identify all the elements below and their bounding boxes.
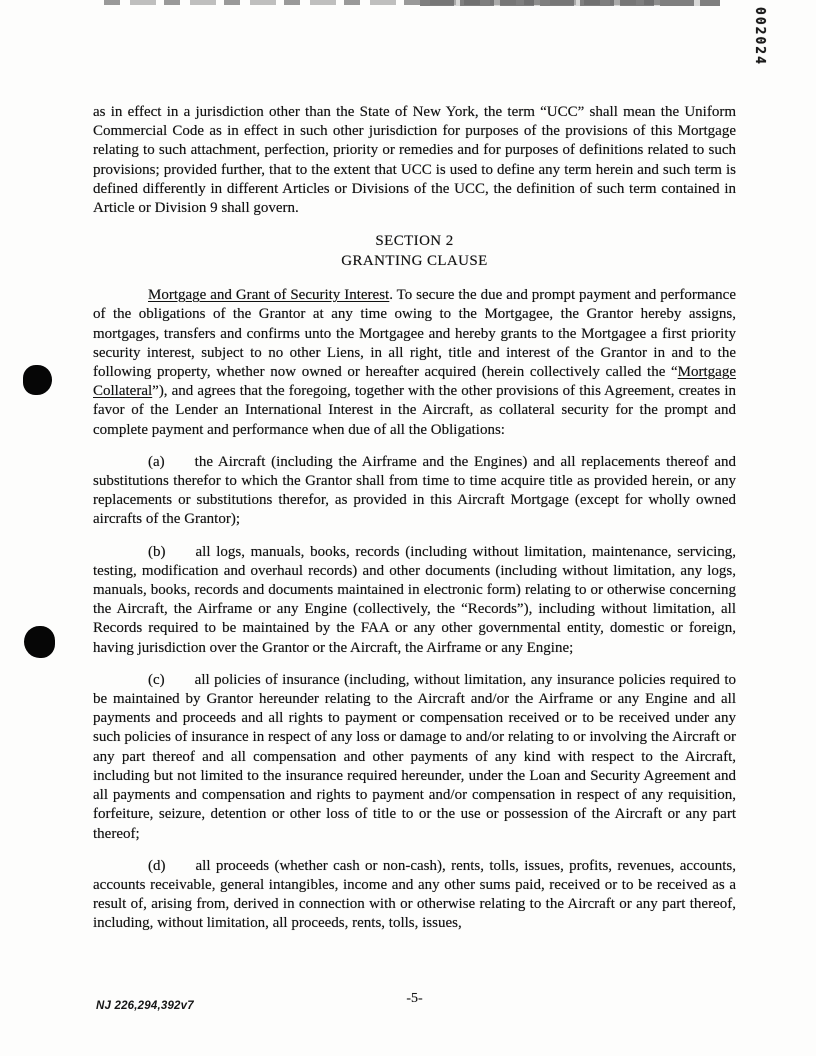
clause-b-label: (b) (148, 543, 166, 560)
section-title: GRANTING CLAUSE (341, 252, 488, 269)
clause-a (93, 453, 736, 530)
document-body (93, 103, 736, 934)
punch-hole-mark-top (23, 365, 52, 395)
granting-paragraph (93, 286, 736, 440)
granting-heading: Mortgage and Grant of Security Interest (148, 287, 390, 304)
punch-hole-mark-bottom (24, 626, 55, 658)
clause-c-text: all policies of insurance (including, without limitation, any insurance policies required to be maintained by Grantor hereunder relating to the Aircraft and/or the Airframe or any Engine and all payments and proceeds and all rights to payment or compensation received or to be received under any such policies of insurance in respect of any loss or damage to and/or relating to or involving the Aircraft or any part thereof and all compensation and other payments of any kind with respect to the Aircraft, including but not limited to the insurance required hereunder, under the Loan and Security Agreement and all payments and compensation and rights to payment and/or compensation in respect of any requisition, forfeiture, seizure, detention or other loss of title to or the use or possession of the Aircraft or any part thereof; (93, 671, 736, 842)
vertical-stamp-number: 002024 (752, 7, 767, 66)
clipped-top-line-fragment-dark (420, 0, 720, 6)
document-control-number: NJ 226,294,392v7 (96, 1000, 194, 1012)
clause-d-label: (d) (148, 857, 166, 874)
granting-text-after-term: ”), and agrees that the foregoing, together with the other provisions of this Agreement, creates in favor of the Lender an International Interest in the Aircraft, as collateral security for the prompt and complete payment and performance when due of all the Obligations: (93, 383, 736, 438)
clause-d-text: all proceeds (whether cash or non-cash), rents, tolls, issues, profits, revenues, accounts, accounts receivable, general intangibles, income and any other sums paid, received or to be received as a result of, arising from, derived in connection with or otherwise relating to the Aircraft or any part thereof, including, without limitation, all proceeds, rents, tolls, issues, (93, 857, 736, 932)
page-number: -5- (406, 991, 423, 1006)
mortgage-collateral-term: Mortgage Collateral (93, 364, 736, 400)
clause-c-label: (c) (148, 671, 165, 688)
clause-a-text: the Aircraft (including the Airframe and the Engines) and all replacements thereof and substitutions therefor to which the Grantor shall from time to time acquire title as provided herein, or any replacements or substitutions therefor, as provided in this Aircraft Mortgage (except for wholly owned aircrafts of the Grantor); (93, 453, 736, 528)
clause-d (93, 857, 736, 934)
clause-b (93, 543, 736, 658)
section-heading (93, 232, 736, 271)
clause-b-text: all logs, manuals, books, records (including without limitation, maintenance, servicing, testing, modification and overhaul records) and other documents (including without limitation, any logs, manuals, books, records and documents maintained in electronic form) relating to or otherwise concerning the Aircraft, the Airframe or any Engine (collectively, the “Records”), including without limitation, all Records required to be maintained by the FAA or any other governmental entity, domestic or foreign, having jurisdiction over the Grantor or the Aircraft, the Airframe or any Engine; (93, 543, 736, 656)
continuation-paragraph: as in effect in a jurisdiction other than the State of New York, the term “UCC” shall mean the Uniform Commercial Code as in effect in such other jurisdiction for purposes of the provisions of this Mortgage relating to such attachment, perfection, priority or remedies and for purposes of definitions related to such provisions; provided further, that to the extent that UCC is used to define any term herein and such term is defined differently in different Articles or Divisions of the UCC, the definition of such term contained in Article or Division 9 shall govern. (93, 104, 736, 217)
clause-c (93, 671, 736, 844)
granting-text-before-term: . To secure the due and prompt payment and performance of the obligations of the Grantor at any time owing to the Mortgagee, the Grantor hereby assigns, mortgages, transfers and confirms unto the Mortgagee and hereby grants to the Mortgagee a first priority security interest, subject to no other Liens, in all right, title and interest of the Grantor in and to the following property, whether now owned or hereafter acquired (herein collectively called the “ (93, 287, 736, 381)
clause-a-label: (a) (148, 453, 165, 470)
section-number: SECTION 2 (375, 233, 454, 250)
